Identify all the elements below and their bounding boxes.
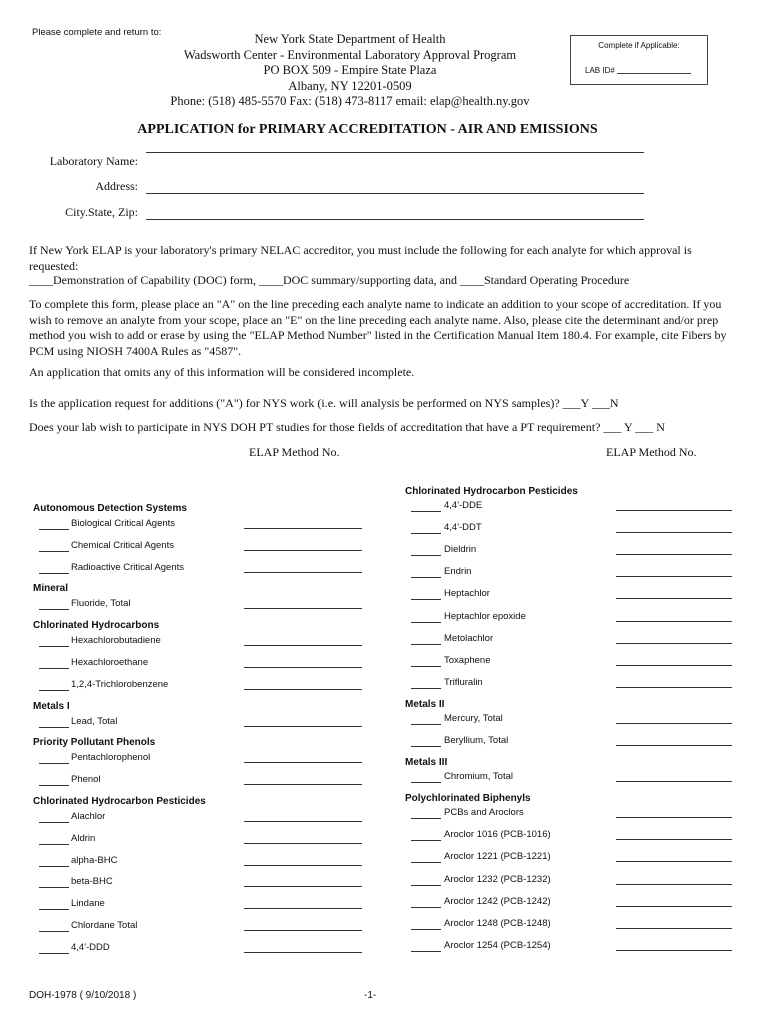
analyte-action-blank[interactable] xyxy=(411,929,441,930)
analyte-action-blank[interactable] xyxy=(39,551,69,552)
header-po-box: PO BOX 509 - Empire State Plaza xyxy=(263,63,437,77)
elap-method-number-field[interactable] xyxy=(616,861,732,862)
section-heading-polychlorinated-biphenyls: Polychlorinated Biphenyls xyxy=(405,793,531,805)
section-heading-chlorinated-hydrocarbon-pesticides: Chlorinated Hydrocarbon Pesticides xyxy=(405,486,578,497)
elap-method-number-field[interactable] xyxy=(244,865,362,866)
analyte-label-toxaphene: Toxaphene xyxy=(444,654,491,666)
elap-method-number-field[interactable] xyxy=(244,667,362,668)
analyte-label-4-4-ddt: 4,4'-DDT xyxy=(444,522,482,534)
analyte-action-blank[interactable] xyxy=(39,646,69,647)
analyte-label-trifluralin: Trifluralin xyxy=(444,676,483,688)
elap-method-number-field[interactable] xyxy=(616,745,732,746)
section-heading-autonomous-detection-systems: Autonomous Detection Systems xyxy=(33,503,187,514)
elap-method-number-field[interactable] xyxy=(616,839,732,840)
elap-method-number-field[interactable] xyxy=(244,689,362,690)
elap-method-number-field[interactable] xyxy=(244,608,362,609)
form-id: DOH-1978 ( 9/10/2018 ) xyxy=(29,990,137,1001)
address-field[interactable] xyxy=(146,179,644,194)
analyte-action-blank[interactable] xyxy=(411,746,441,747)
analyte-action-blank[interactable] xyxy=(39,822,69,823)
elap-method-number-field[interactable] xyxy=(616,510,732,511)
instruction-paragraph-1: If New York ELAP is your laboratory's primary NELAC accreditor, you must include the following for each analyte for which approval is requested: xyxy=(29,243,692,273)
analyte-label-aldrin: Aldrin xyxy=(71,832,96,844)
analyte-action-blank[interactable] xyxy=(411,724,441,725)
section-heading-metals-ii: Metals II xyxy=(405,698,445,710)
header-contact: Phone: (518) 485-5570 Fax: (518) 473-8117 email: elap@health.ny.gov xyxy=(170,94,530,108)
instruction-paragraph-2: To complete this form, please place an "A" on the line preceding each analyte name to indicate an addition to your scope of accreditation. If you wish to remove an analyte from your scope, place an "E" on the line preceding each analyte name. Also, please cite the determinant and/or prep method you wish to add or erase by using the "ELAP Method Number" listed in the Certification Manual Item 180.4. For example, cite Fibers by PCM using NIOSH 7400A Rules as "4587". xyxy=(29,297,727,358)
analyte-action-blank[interactable] xyxy=(411,818,441,819)
elap-method-header-right: ELAP Method No. xyxy=(606,445,697,459)
analyte-label-aroclor-1016-pcb-1016: Aroclor 1016 (PCB-1016) xyxy=(444,829,551,841)
analyte-label-beta-bhc: beta-BHC xyxy=(71,876,113,888)
elap-method-number-field[interactable] xyxy=(244,572,362,573)
analyte-label-hexachlorobutadiene: Hexachlorobutadiene xyxy=(71,635,161,647)
analyte-label-alachlor: Alachlor xyxy=(71,811,106,822)
elap-method-number-field[interactable] xyxy=(244,550,362,551)
city-state-zip-label: City.State, Zip: xyxy=(65,205,138,219)
analyte-label-lead-total: Lead, Total xyxy=(71,715,118,727)
analyte-label-pcbs-and-aroclors: PCBs and Aroclors xyxy=(444,807,524,819)
elap-method-number-field[interactable] xyxy=(616,621,732,622)
lab-id-label: LAB ID# xyxy=(585,66,615,75)
analyte-action-blank[interactable] xyxy=(39,844,69,845)
elap-method-number-field[interactable] xyxy=(616,723,732,724)
elap-method-header-left: ELAP Method No. xyxy=(249,445,340,459)
elap-method-number-field[interactable] xyxy=(616,906,732,907)
analyte-label-heptachlor: Heptachlor xyxy=(444,588,490,600)
analyte-action-blank[interactable] xyxy=(411,862,441,863)
analyte-action-blank[interactable] xyxy=(39,690,69,691)
lab-id-box xyxy=(570,35,708,85)
analyte-label-hexachloroethane: Hexachloroethane xyxy=(71,657,149,668)
analyte-label-chemical-critical-agents: Chemical Critical Agents xyxy=(71,539,174,551)
analyte-label-chromium-total: Chromium, Total xyxy=(444,771,513,783)
analyte-label-beryllium-total: Beryllium, Total xyxy=(444,735,509,746)
analyte-label-chlordane-total: Chlordane Total xyxy=(71,920,138,931)
analyte-action-blank[interactable] xyxy=(39,609,69,610)
elap-method-number-field[interactable] xyxy=(616,950,732,951)
question-pt-studies: Does your lab wish to participate in NYS DOH PT studies for those fields of accreditation that have a PT requirement? ___ Y ___ N xyxy=(29,420,665,434)
analyte-label-metolachlor: Metolachlor xyxy=(444,632,494,644)
analyte-action-blank[interactable] xyxy=(411,577,441,578)
analyte-action-blank[interactable] xyxy=(411,885,441,886)
analyte-label-aroclor-1221-pcb-1221: Aroclor 1221 (PCB-1221) xyxy=(444,851,551,863)
elap-method-number-field[interactable] xyxy=(244,726,362,727)
analyte-label-1-2-4-trichlorobenzene: 1,2,4-Trichlorobenzene xyxy=(71,678,169,690)
analyte-label-aroclor-1254-pcb-1254: Aroclor 1254 (PCB-1254) xyxy=(444,939,551,951)
analyte-label-aroclor-1248-pcb-1248: Aroclor 1248 (PCB-1248) xyxy=(444,917,551,929)
analyte-action-blank[interactable] xyxy=(39,909,69,910)
elap-method-number-field[interactable] xyxy=(244,784,362,785)
incomplete-warning: An application that omits any of this information will be considered incomplete. xyxy=(29,365,415,379)
section-heading-chlorinated-hydrocarbons: Chlorinated Hydrocarbons xyxy=(33,620,160,632)
page-number: -1- xyxy=(364,990,377,1001)
analyte-label-pentachlorophenol: Pentachlorophenol xyxy=(71,752,151,764)
laboratory-name-field[interactable] xyxy=(146,152,644,153)
laboratory-name-label: Laboratory Name: xyxy=(49,154,138,168)
elap-method-number-field[interactable] xyxy=(244,886,362,887)
elap-method-number-field[interactable] xyxy=(244,821,362,822)
analyte-action-blank[interactable] xyxy=(411,555,441,556)
lab-id-field[interactable] xyxy=(617,73,691,74)
analyte-action-blank[interactable] xyxy=(39,529,69,530)
elap-method-number-field[interactable] xyxy=(616,598,732,599)
section-heading-metals-i: Metals I xyxy=(33,700,70,712)
header-center: Wadsworth Center - Environmental Laboratory Approval Program xyxy=(183,47,517,62)
analyte-action-blank[interactable] xyxy=(411,907,441,908)
analyte-label-alpha-bhc: alpha-BHC xyxy=(71,854,118,866)
elap-method-number-field[interactable] xyxy=(244,930,362,931)
analyte-action-blank[interactable] xyxy=(411,533,441,534)
analyte-label-dieldrin: Dieldrin xyxy=(444,544,477,556)
analyte-label-mercury-total: Mercury, Total xyxy=(444,712,503,724)
elap-method-number-field[interactable] xyxy=(244,952,362,953)
analyte-action-blank[interactable] xyxy=(411,622,441,623)
analyte-action-blank[interactable] xyxy=(411,782,441,783)
elap-method-number-field[interactable] xyxy=(244,528,362,529)
analyte-action-blank[interactable] xyxy=(39,763,69,764)
city-state-zip-field[interactable] xyxy=(146,205,644,220)
elap-method-number-field[interactable] xyxy=(244,843,362,844)
elap-method-number-field[interactable] xyxy=(616,687,732,688)
section-heading-metals-iii: Metals III xyxy=(405,757,448,769)
elap-method-number-field[interactable] xyxy=(616,665,732,666)
elap-method-number-field[interactable] xyxy=(616,817,732,818)
analyte-action-blank[interactable] xyxy=(39,866,69,867)
analyte-action-blank[interactable] xyxy=(39,668,69,669)
analyte-action-blank[interactable] xyxy=(411,951,441,952)
analyte-action-blank[interactable] xyxy=(39,727,69,728)
elap-method-number-field[interactable] xyxy=(616,781,732,782)
elap-method-number-field[interactable] xyxy=(244,762,362,763)
section-heading-mineral: Mineral xyxy=(33,583,69,595)
analyte-label-radioactive-critical-agents: Radioactive Critical Agents xyxy=(71,561,184,573)
question-nys-work: Is the application request for additions ("A") for NYS work (i.e. will analysis be performed on NYS samples)? ___Y ___N xyxy=(29,396,619,410)
analyte-action-blank[interactable] xyxy=(39,573,69,574)
analyte-action-blank[interactable] xyxy=(39,785,69,786)
address-label: Address: xyxy=(95,179,138,193)
required-documents-line: ____Demonstration of Capability (DOC) form, ____DOC summary/supporting data, and ____Standard Operating Procedure xyxy=(29,273,630,287)
section-heading-priority-pollutant-phenols: Priority Pollutant Phenols xyxy=(33,737,156,749)
analyte-label-aroclor-1232-pcb-1232: Aroclor 1232 (PCB-1232) xyxy=(444,873,551,885)
analyte-action-blank[interactable] xyxy=(411,511,441,512)
elap-method-number-field[interactable] xyxy=(616,928,732,929)
analyte-action-blank[interactable] xyxy=(39,953,69,954)
page-title: APPLICATION for PRIMARY ACCREDITATION - AIR AND EMISSIONS xyxy=(137,122,598,137)
analyte-label-heptachlor-epoxide: Heptachlor epoxide xyxy=(444,610,526,622)
analyte-action-blank[interactable] xyxy=(411,599,441,600)
analyte-label-4-4-dde: 4,4'-DDE xyxy=(444,500,483,511)
analyte-label-endrin: Endrin xyxy=(444,566,472,578)
analyte-label-4-4-ddd: 4,4'-DDD xyxy=(71,941,110,953)
analyte-action-blank[interactable] xyxy=(39,931,69,932)
elap-method-number-field[interactable] xyxy=(616,554,732,555)
analyte-label-phenol: Phenol xyxy=(71,774,101,786)
elap-method-number-field[interactable] xyxy=(244,908,362,909)
analyte-action-blank[interactable] xyxy=(411,688,441,689)
analyte-label-aroclor-1242-pcb-1242: Aroclor 1242 (PCB-1242) xyxy=(444,895,551,907)
analyte-action-blank[interactable] xyxy=(411,666,441,667)
analyte-label-lindane: Lindane xyxy=(71,898,105,910)
header-dept: New York State Department of Health xyxy=(254,32,446,46)
header-city: Albany, NY 12201-0509 xyxy=(288,78,412,93)
return-note: Please complete and return to: xyxy=(32,27,162,38)
lab-box-title: Complete if Applicable: xyxy=(598,41,680,50)
elap-method-number-field[interactable] xyxy=(616,884,732,885)
analyte-label-biological-critical-agents: Biological Critical Agents xyxy=(71,518,176,529)
analyte-label-fluoride-total: Fluoride, Total xyxy=(71,598,131,610)
elap-method-number-field[interactable] xyxy=(244,645,362,646)
elap-method-number-field[interactable] xyxy=(616,576,732,577)
section-heading-chlorinated-hydrocarbon-pesticides: Chlorinated Hydrocarbon Pesticides xyxy=(33,796,206,807)
analyte-action-blank[interactable] xyxy=(411,840,441,841)
elap-method-number-field[interactable] xyxy=(616,643,732,644)
analyte-action-blank[interactable] xyxy=(411,644,441,645)
elap-method-number-field[interactable] xyxy=(616,532,732,533)
analyte-action-blank[interactable] xyxy=(39,887,69,888)
